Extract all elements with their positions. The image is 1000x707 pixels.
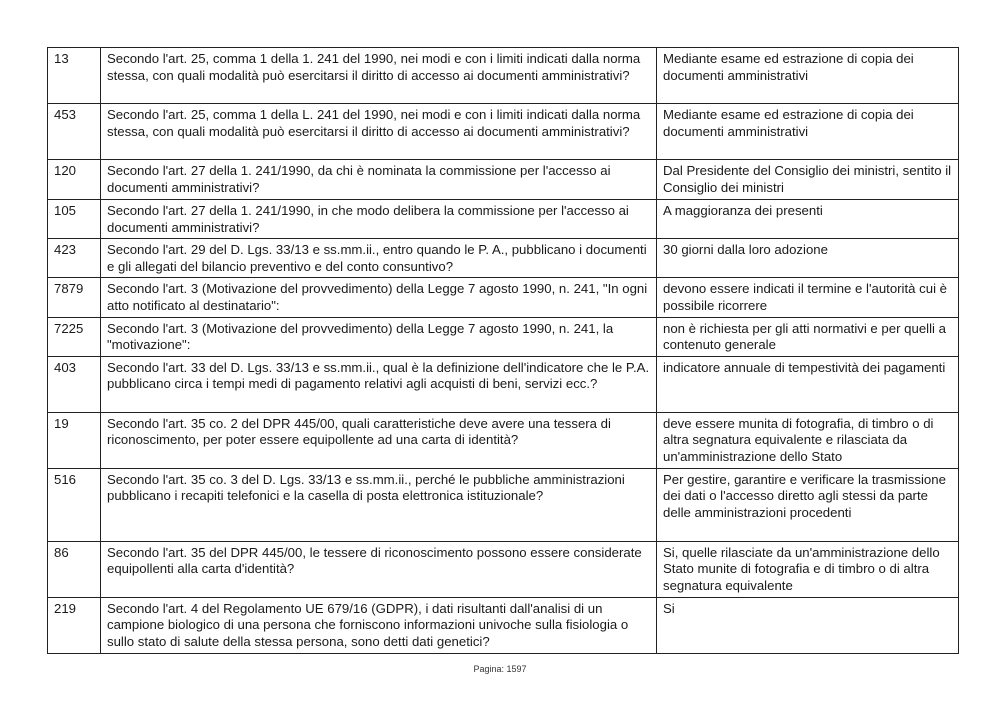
table-row [48,468,959,541]
answer-cell: Si [657,597,959,653]
answer-cell: Dal Presidente del Consiglio dei ministri, sentito il Consiglio dei ministri [657,160,959,200]
answer-cell: non è richiesta per gli atti normativi e per quelli a contenuto generale [657,317,959,356]
row-id-cell: 120 [48,160,101,200]
question-cell: Secondo l'art. 35 del DPR 445/00, le tessere di riconoscimento possono essere considerate equipollenti alla carta d'identità? [101,541,657,597]
row-id-cell: 13 [48,48,101,104]
question-cell: Secondo l'art. 27 della 1. 241/1990, in che modo delibera la commissione per l'accesso ai documenti amministrativi? [101,200,657,239]
answer-cell: deve essere munita di fotografia, di timbro o di altra segnatura equivalente e rilasciata da un'amministrazione dello Stato [657,412,959,468]
table-row [48,200,959,239]
page-number: Pagina: 1597 [473,664,527,674]
table-row [48,597,959,653]
question-cell: Secondo l'art. 3 (Motivazione del provvedimento) della Legge 7 agosto 1990, n. 241, "In ogni atto notificato al destinatario": [101,278,657,317]
answer-cell: Mediante esame ed estrazione di copia dei documenti amministrativi [657,104,959,160]
row-id-cell: 19 [48,412,101,468]
question-cell: Secondo l'art. 35 co. 2 del DPR 445/00, quali caratteristiche deve avere una tessera di riconoscimento, per poter essere equipollente ad una carta di identità? [101,412,657,468]
table-row [48,48,959,104]
row-id-cell: 516 [48,468,101,541]
question-cell: Secondo l'art. 25, comma 1 della 1. 241 del 1990, nei modi e con i limiti indicati dalla norma stessa, con quali modalità può esercitarsi il diritto di accesso ai documenti amministrativi? [101,48,657,104]
row-id-cell: 7879 [48,278,101,317]
table-row [48,356,959,412]
question-cell: Secondo l'art. 25, comma 1 della L. 241 del 1990, nei modi e con i limiti indicati dalla norma stessa, con quali modalità può esercitarsi il diritto di accesso ai documenti amministrativi? [101,104,657,160]
answer-cell: A maggioranza dei presenti [657,200,959,239]
answer-cell: Si, quelle rilasciate da un'amministrazione dello Stato munite di fotografia e di timbro o di altra segnatura equivalente [657,541,959,597]
row-id-cell: 453 [48,104,101,160]
row-id-cell: 7225 [48,317,101,356]
answer-cell: 30 giorni dalla loro adozione [657,239,959,278]
table-row [48,104,959,160]
answer-cell: devono essere indicati il termine e l'autorità cui è possibile ricorrere [657,278,959,317]
question-cell: Secondo l'art. 27 della 1. 241/1990, da chi è nominata la commissione per l'accesso ai documenti amministrativi? [101,160,657,200]
row-id-cell: 219 [48,597,101,653]
question-cell: Secondo l'art. 33 del D. Lgs. 33/13 e ss.mm.ii., qual è la definizione dell'indicatore che le P.A. pubblicano circa i tempi medi di pagamento relativi agli acquisti di beni, servizi ecc.? [101,356,657,412]
question-cell: Secondo l'art. 3 (Motivazione del provvedimento) della Legge 7 agosto 1990, n. 241, la "motivazione": [101,317,657,356]
answer-cell: indicatore annuale di tempestività dei pagamenti [657,356,959,412]
question-cell: Secondo l'art. 35 co. 3 del D. Lgs. 33/13 e ss.mm.ii., perché le pubbliche amministrazioni pubblicano i recapiti telefonici e la casella di posta elettronica istituzionale? [101,468,657,541]
row-id-cell: 403 [48,356,101,412]
question-cell: Secondo l'art. 29 del D. Lgs. 33/13 e ss.mm.ii., entro quando le P. A., pubblicano i documenti e gli allegati del bilancio preventivo e del conto consuntivo? [101,239,657,278]
answer-cell: Mediante esame ed estrazione di copia dei documenti amministrativi [657,48,959,104]
question-cell: Secondo l'art. 4 del Regolamento UE 679/16 (GDPR), i dati risultanti dall'analisi di un campione biologico di una persona che forniscono informazioni univoche sulla fisiologia o sullo stato di salute della stessa persona, sono detti dati genetici? [101,597,657,653]
table-row [48,541,959,597]
row-id-cell: 86 [48,541,101,597]
table-row [48,278,959,317]
table-row [48,317,959,356]
answer-cell: Per gestire, garantire e verificare la trasmissione dei dati o l'accesso diretto agli stessi da parte delle amministrazioni procedenti [657,468,959,541]
row-id-cell: 423 [48,239,101,278]
table-row [48,412,959,468]
questions-table-body [48,48,959,654]
table-row [48,160,959,200]
questions-table [47,47,959,654]
row-id-cell: 105 [48,200,101,239]
table-row [48,239,959,278]
